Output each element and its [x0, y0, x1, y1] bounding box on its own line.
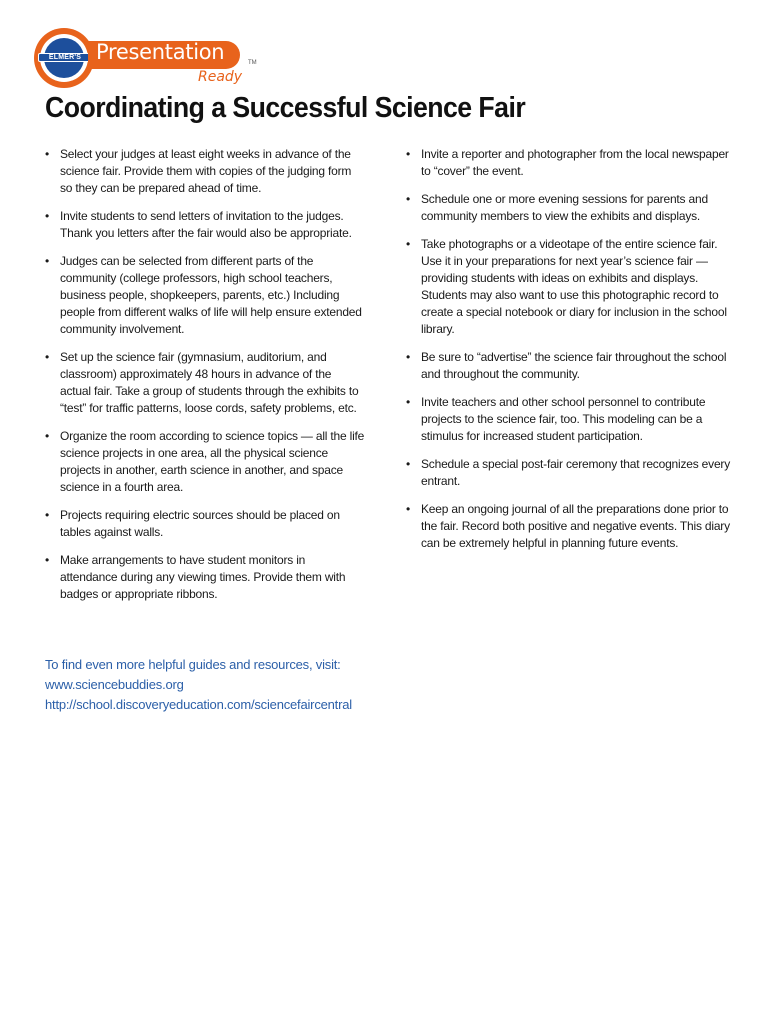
resources-section	[45, 655, 405, 715]
page-title: Coordinating a Successful Science Fair	[45, 92, 526, 124]
logo-brand-text: ELMER'S	[38, 53, 92, 62]
left-bullet-list	[45, 146, 365, 614]
list-item: • Organize the room according to science topics — all the life science projects in one area, all the physical science projects in another, earth science in another, and space science in a fourth area.	[45, 428, 365, 496]
list-item: • Set up the science fair (gymnasium, auditorium, and classroom) approximately 48 hours in advance of the actual fair. Take a group of students through the exhibits to “test” for traffic patterns, loose cords, safety problems, etc.	[45, 349, 365, 417]
list-item: • Projects requiring electric sources should be placed on tables against walls.	[45, 507, 365, 541]
list-item: • Invite teachers and other school personnel to contribute projects to the science fair, too. This modeling can be a stimulus for increased student participation.	[406, 394, 731, 445]
list-item: • Invite a reporter and photographer from the local newspaper to “cover” the event.	[406, 146, 731, 180]
list-item: • Take photographs or a videotape of the entire science fair. Use it in your preparations for next year’s science fair — providing students with ideas on exhibits and displays. Students may also want to use this photographic record to create a special notebook or diary for inclusion in the school library.	[406, 236, 731, 338]
sciencebuddies-link[interactable]: www.sciencebuddies.org	[45, 677, 184, 692]
resources-heading: To find even more helpful guides and resources, visit:	[45, 657, 341, 672]
logo-word-ready: Ready	[198, 69, 243, 85]
list-item: • Invite students to send letters of invitation to the judges. Thank you letters after the fair would also be appropriate.	[45, 208, 365, 242]
discoveryeducation-link[interactable]: http://school.discoveryeducation.com/sciencefaircentral	[45, 697, 352, 712]
logo-word-presentation: Presentation	[96, 40, 225, 64]
right-bullet-list	[406, 146, 731, 563]
list-item: • Schedule a special post-fair ceremony that recognizes every entrant.	[406, 456, 731, 490]
presentation-ready-logo	[34, 24, 264, 94]
list-item: • Schedule one or more evening sessions for parents and community members to view the exhibits and displays.	[406, 191, 731, 225]
list-item: • Judges can be selected from different parts of the community (college professors, high school teachers, business people, shopkeepers, parents, etc.) Including people from different walks of life will help ensure extended community involvement.	[45, 253, 365, 338]
list-item: • Be sure to “advertise” the science fair throughout the school and throughout the community.	[406, 349, 731, 383]
list-item: • Make arrangements to have student monitors in attendance during any viewing times. Provide them with badges or appropriate ribbons.	[45, 552, 365, 603]
logo-trademark: TM	[248, 60, 257, 66]
list-item: • Keep an ongoing journal of all the preparations done prior to the fair. Record both positive and negative events. This diary can be extremely helpful in planning future events.	[406, 501, 731, 552]
list-item: • Select your judges at least eight weeks in advance of the science fair. Provide them with copies of the judging form so they can be prepared ahead of time.	[45, 146, 365, 197]
